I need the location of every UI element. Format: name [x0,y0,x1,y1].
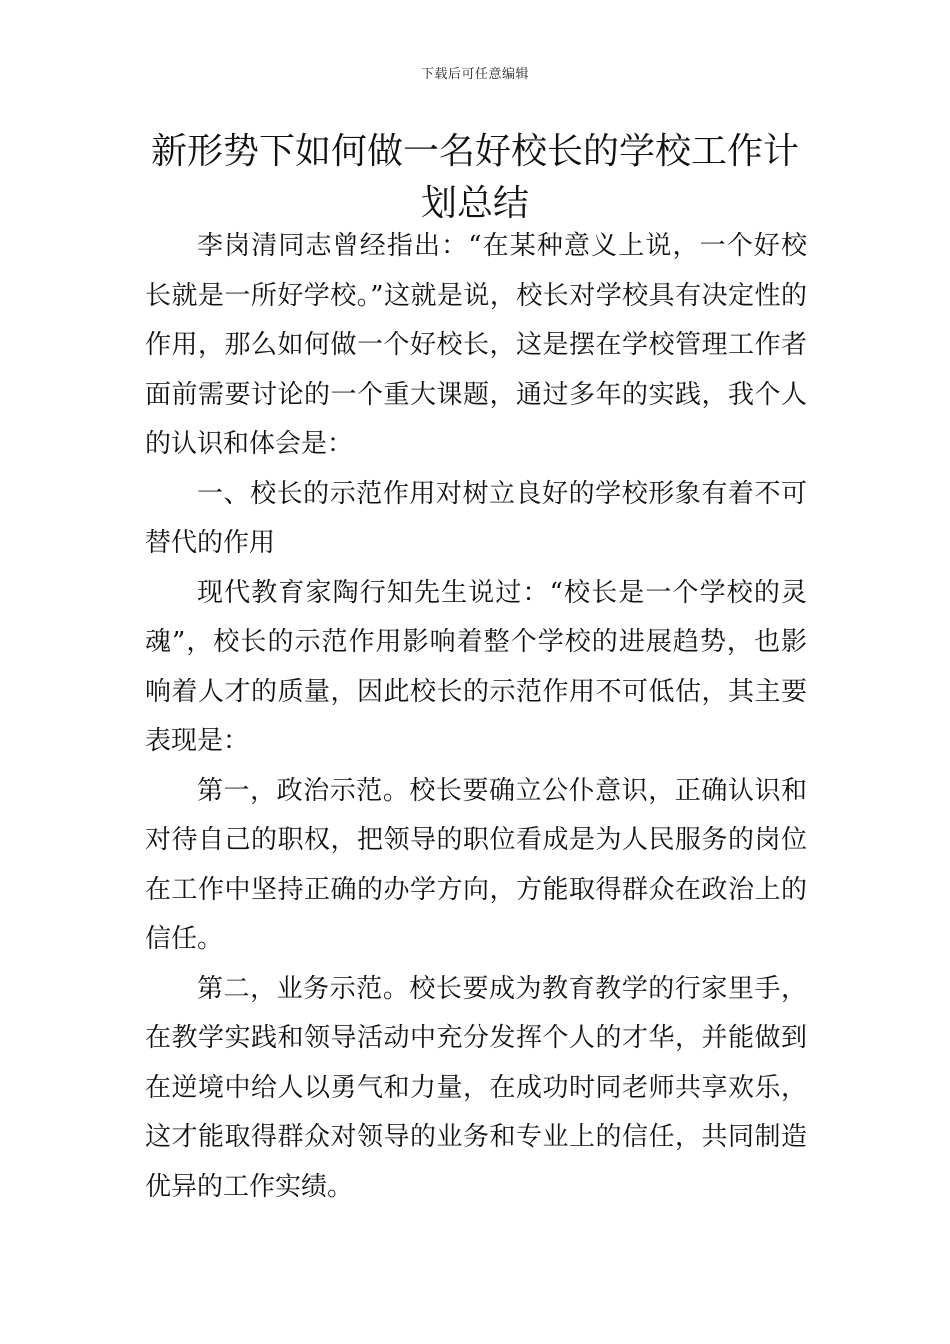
paragraph-political-example: 第一，政治示范。校长要确立公仆意识，正确认识和对待自己的职权，把领导的职位看成是为人民服务的岗位在工作中坚持正确的办学方向，方能取得群众在政治上的信任。 [145,775,807,954]
paragraph-professional-example: 第二，业务示范。校长要成为教育教学的行家里手，在教学实践和领导活动中充分发挥个人的才华，并能做到在逆境中给人以勇气和力量，在成功时同老师共享欢乐，这才能取得群众对领导的业务和专业上的信任，共同制造优异的工作实绩。 [145,973,807,1202]
document-title: 新形势下如何做一名好校长的学校工作计划总结 [150,131,799,224]
paragraph-intro: 李岗清同志曾经指出：“在某种意义上说，一个好校长就是一所好学校。”这就是说，校长对学校具有决定性的作用，那么如何做一个好校长，这是摆在学校管理工作者面前需要讨论的一个重大课题，通过多年的实践，我个人的认识和体会是： [145,231,807,459]
document-body [145,222,807,1212]
header-note: 下载后可任意编辑 [420,67,529,82]
paragraph-section-1-intro: 现代教育家陶行知先生说过：“校长是一个学校的灵魂”，校长的示范作用影响着整个学校的进展趋势，也影响着人才的质量，因此校长的示范作用不可低估，其主要表现是： [145,577,807,756]
section-heading-1: 一、校长的示范作用对树立良好的学校形象有着不可替代的作用 [145,478,807,558]
